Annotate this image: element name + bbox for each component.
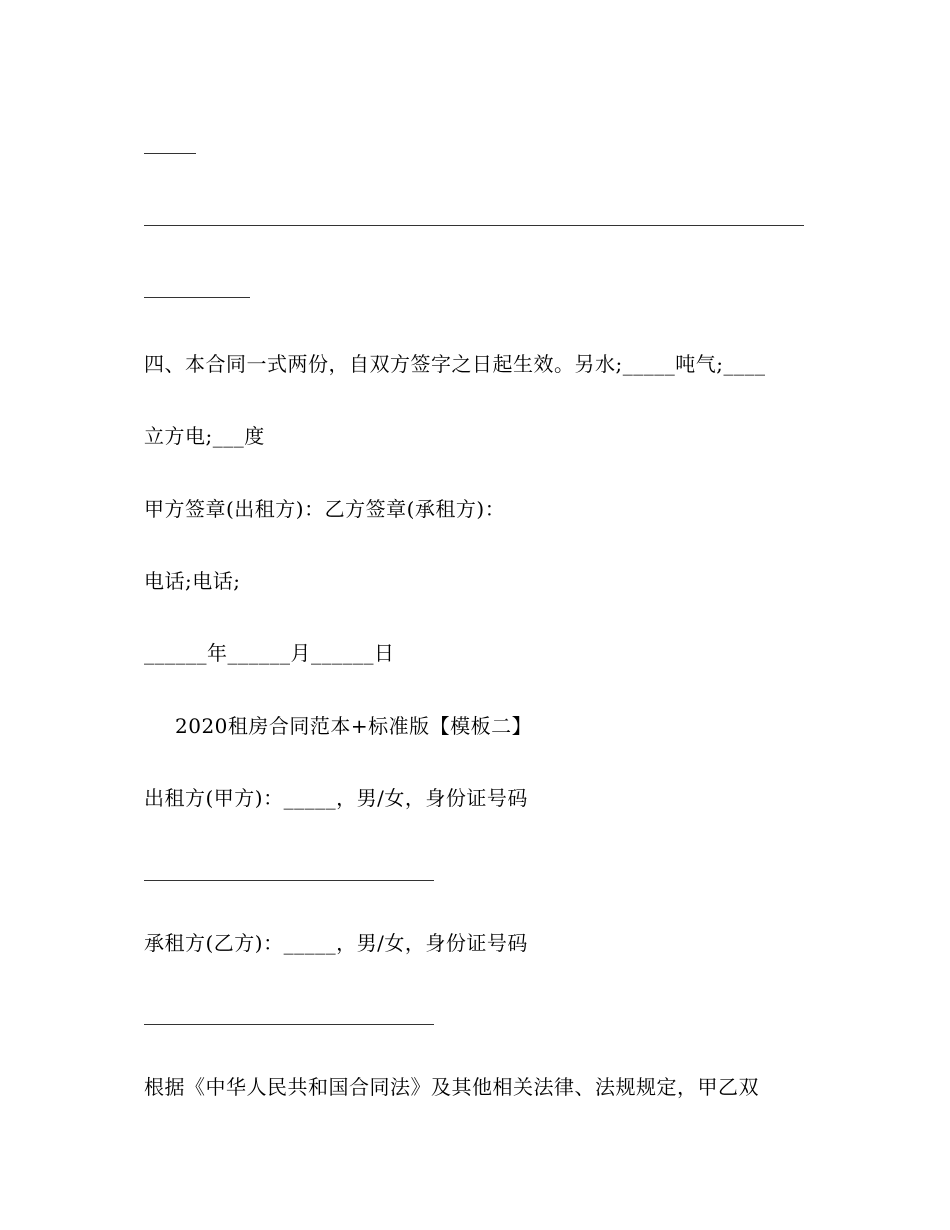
phone-line: 电话;电话; <box>144 569 241 593</box>
lessee-id-underline <box>144 1024 434 1025</box>
lessor-line: 出租方(甲方)：_____，男/女，身份证号码 <box>144 786 528 810</box>
legal-basis-text: 根据《中华人民共和国合同法》及其他相关法律、法规规定，甲乙双 <box>144 1075 759 1099</box>
lessee-line: 承租方(乙方)：_____，男/女，身份证号码 <box>144 931 528 955</box>
lessor-id-underline <box>144 880 434 881</box>
blank-underline-full <box>144 225 804 226</box>
blank-underline-short <box>144 153 196 154</box>
clause-four-text: 四、本合同一式两份，自双方签字之日起生效。另水;_____吨气;____ <box>144 352 766 376</box>
meter-readings-text: 立方电;___度 <box>144 424 265 448</box>
template-two-title: 2020租房合同范本+标准版【模板二】 <box>175 714 533 738</box>
date-line: ______年______月______日 <box>144 641 395 665</box>
blank-underline-medium <box>144 297 250 298</box>
signature-line: 甲方签章(出租方)：乙方签章(承租方)： <box>144 497 506 521</box>
